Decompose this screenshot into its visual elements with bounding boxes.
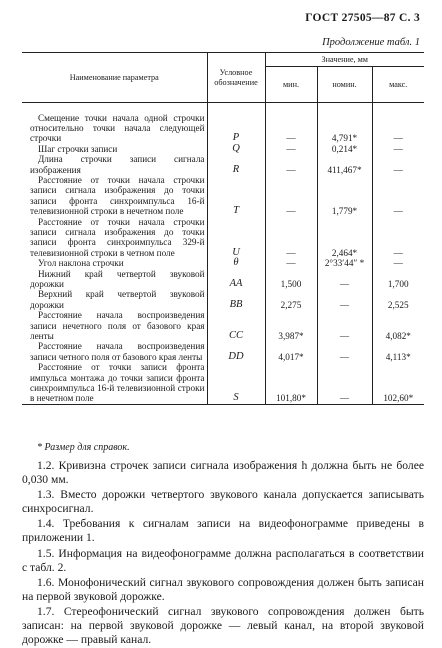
table-row	[22, 362, 424, 404]
table-row	[22, 258, 424, 268]
page-header: ГОСТ 27505—87 С. 3	[305, 12, 420, 24]
row-min: 1,500	[265, 269, 317, 290]
row-nom: 1,779*	[317, 175, 372, 217]
row-name: Верхний край четвертой звуковой дорожки	[30, 289, 205, 310]
row-symbol: CC	[207, 310, 265, 341]
paragraph-1-6: 1.6. Монофонический сигнал звукового сопровождения должен быть записан на первой звуковой дорожке.	[22, 575, 424, 603]
row-min: —	[265, 113, 317, 144]
row-max: —	[372, 217, 424, 259]
paragraph-1-7: 1.7. Стереофонический сигнал звукового сопровождения должен быть записан: на первой звуковой дорожке — левый канал, на второй звуковой дорожке — правый канал.	[22, 604, 424, 647]
table-row	[22, 154, 424, 175]
row-symbol: θ	[207, 258, 265, 268]
header-max: макс.	[372, 67, 424, 103]
row-name: Расстояние от точки записи фронта импульса монтажа до точки записи фронта синхроимпульса 16-й телевизионной строки в нечетном поле	[30, 362, 205, 404]
row-symbol: DD	[207, 341, 265, 362]
table-row	[22, 289, 424, 310]
row-min: 3,987*	[265, 310, 317, 341]
row-nom: —	[317, 341, 372, 362]
paragraph-1-2: 1.2. Кривизна строчек записи сигнала изображения h должна быть не более 0,030 мм.	[22, 459, 424, 487]
row-symbol: T	[207, 175, 265, 217]
row-symbol: S	[207, 362, 265, 404]
row-name: Шаг строчки записи	[38, 143, 118, 154]
row-symbol: Q	[207, 144, 265, 154]
row-min: 101,80*	[265, 362, 317, 404]
row-max: —	[372, 175, 424, 217]
header-parameter-name: Наименование параметра	[22, 53, 207, 103]
row-name: Длина строчки записи сигнала изображения	[30, 154, 205, 175]
row-nom: 411,467*	[317, 154, 372, 175]
row-name: Расстояние от точки начала строчки записи сигнала изображения до точки записи фронта синхроимпульса 329-й телевизионной строки в четном поле	[30, 216, 205, 258]
row-max: 4,113*	[372, 341, 424, 362]
row-min: —	[265, 175, 317, 217]
paragraph-1-4: 1.4. Требования к сигналам записи на видеофонограмме приведены в приложении 1.	[22, 517, 424, 545]
row-nom: —	[317, 362, 372, 404]
header-min: мин.	[265, 67, 317, 103]
row-min: —	[265, 154, 317, 175]
row-name: Угол наклона строчки	[38, 258, 124, 269]
row-symbol: AA	[207, 269, 265, 290]
table-row	[22, 113, 424, 144]
row-name: Расстояние начала воспроизведения записи четного поля от базового края ленты	[30, 341, 205, 362]
row-max: 102,60*	[372, 362, 424, 404]
row-max: 4,082*	[372, 310, 424, 341]
row-symbol: U	[207, 217, 265, 259]
row-name: Смещение точки начала одной строчки относительно точки начала следующей строчки	[30, 112, 205, 144]
row-nom: —	[317, 310, 372, 341]
paragraph-1-5: 1.5. Информация на видеофонограмме должна располагаться в соответствии с табл. 2.	[22, 546, 424, 574]
row-nom: —	[317, 269, 372, 290]
table-row	[22, 217, 424, 259]
row-symbol: BB	[207, 289, 265, 310]
body-text	[22, 459, 424, 648]
row-nom: 0,214*	[317, 144, 372, 154]
table-continuation-label: Продолжение табл. 1	[322, 37, 420, 48]
row-max: —	[372, 113, 424, 144]
table-row	[22, 144, 424, 154]
row-min: 4,017*	[265, 341, 317, 362]
row-nom: 2,464*	[317, 217, 372, 259]
table-row	[22, 310, 424, 341]
row-min: —	[265, 144, 317, 154]
row-min: —	[265, 217, 317, 259]
header-symbol: Условное обозначение	[207, 53, 265, 103]
row-name: Нижний край четвертой звуковой дорожки	[30, 268, 205, 289]
row-nom: —	[317, 289, 372, 310]
footnote: * Размер для справок.	[37, 442, 130, 453]
row-max: —	[372, 144, 424, 154]
table-row	[22, 269, 424, 290]
row-nom: 2°33′44″ *	[317, 258, 372, 268]
row-nom: 4,791*	[317, 113, 372, 144]
row-min: 2,275	[265, 289, 317, 310]
row-name: Расстояние начала воспроизведения записи нечетного поля от базового края ленты	[30, 310, 205, 342]
row-symbol: R	[207, 154, 265, 175]
header-nom: номин.	[317, 67, 372, 103]
row-max: 1,700	[372, 269, 424, 290]
row-min: —	[265, 258, 317, 268]
parameters-table	[22, 52, 424, 405]
row-max: 2,525	[372, 289, 424, 310]
paragraph-1-3: 1.3. Вместо дорожки четвертого звукового канала допускается записывать синхросигнал.	[22, 488, 424, 516]
header-value-group: Значение, мм	[265, 53, 424, 67]
table-row	[22, 341, 424, 362]
table-row	[22, 175, 424, 217]
row-name: Расстояние от точки начала строчки записи сигнала изображения до точки записи фронта синхроимпульса 16-й телевизионной строки в нечетном поле	[30, 174, 205, 217]
row-symbol: P	[207, 113, 265, 144]
row-max: —	[372, 154, 424, 175]
row-max: —	[372, 258, 424, 268]
